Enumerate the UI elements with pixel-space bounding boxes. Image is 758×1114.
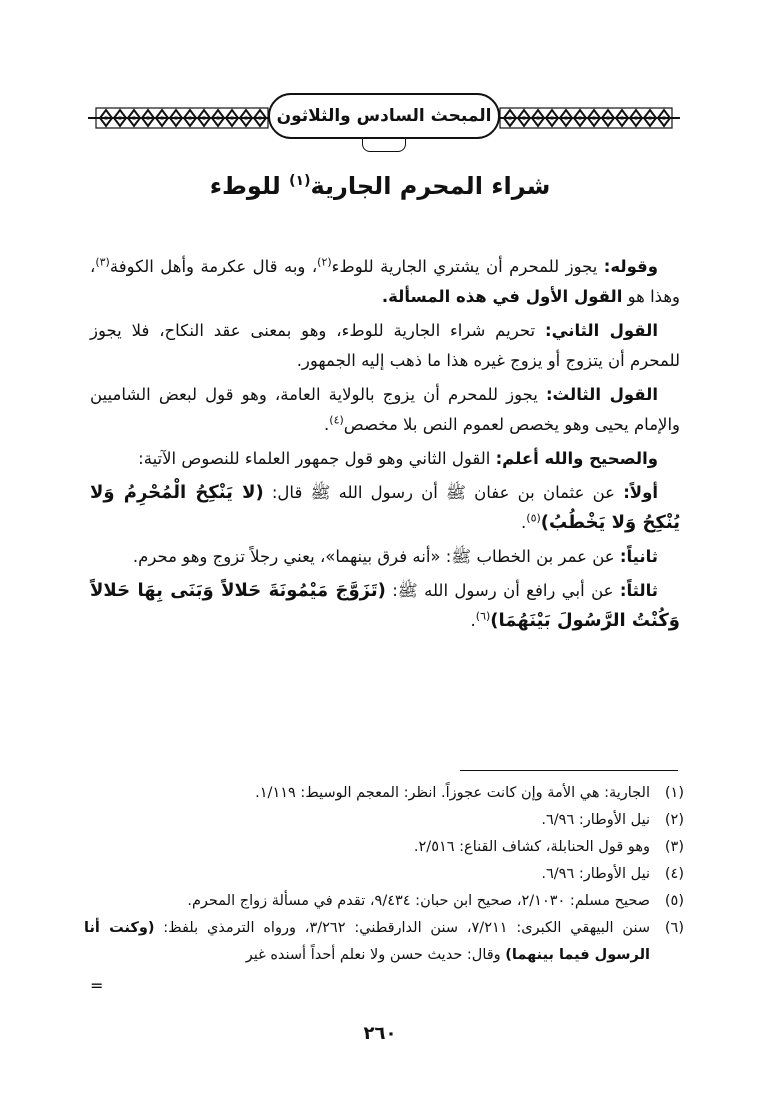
footnote: (٤) نيل الأوطار: ٦/٩٦.: [541, 866, 684, 882]
hadith-text: (لا يَنْكِحُ الْمُحْرِمُ وَلا يُنْكِحُ وَلا يَخْطُبُ): [90, 482, 680, 533]
footnote-ref: (٤): [329, 413, 344, 427]
paragraph: أولاً: عن عثمان بن عفان ﷺ أن رسول الله ﷺ قال: (لا يَنْكِحُ الْمُحْرِمُ وَلا يُنْكِحُ وَلا يَخْطُبُ)$^{(٥)}$.: [90, 482, 680, 533]
paragraph: القول الثالث: يجوز للمحرم أن يزوج بالولاية العامة، وهو قول لبعض الشاميين والإمام يحيى وهو يخصص لعموم النص بلا مخصص$^{(٤)}$.: [90, 385, 680, 434]
footnotes: [84, 780, 684, 969]
footnote: (٢) نيل الأوطار: ٦/٩٦.: [541, 812, 684, 828]
footnote-continuation-mark: =: [90, 976, 104, 995]
footnote: (١) الجارية: هي الأمة وإن كانت عجوزاً. انظر: المعجم الوسيط: ١/١١٩.: [255, 785, 684, 801]
paragraph: القول الثاني: تحريم شراء الجارية للوطء، وهو بمعنى عقد النكاح، فلا يجوز للمحرم أن يتزوج أو يزوج غيره هذا ما ذهب إليه الجمهور.: [90, 321, 680, 370]
paragraph: وقوله: يجوز للمحرم أن يشتري الجارية للوطء$^{(٢)}$، وبه قال عكرمة وأهل الكوفة$^{(٣)}$، وهذا هو القول الأول في هذه المسألة.: [90, 255, 680, 306]
footnote-ref: (٥): [526, 511, 541, 525]
footnote-ref: (٦): [475, 609, 491, 623]
hadith-text: (تَزَوَّجَ مَيْمُونَةَ حَلالاً وَبَنَى بِهَا حَلالاً وَكُنْتُ الرَّسُولَ بَيْنَهُمَا): [90, 580, 680, 631]
header-tab-ornament: [362, 139, 406, 152]
footnote: (٣) وهو قول الحنابلة، كشاف القناع: ٢/٥١٦.: [413, 839, 684, 855]
chapter-title: المبحث السادس والثلاثون: [268, 93, 500, 139]
body-text: [90, 252, 680, 640]
paragraph: والصحيح والله أعلم: القول الثاني وهو قول جمهور العلماء للنصوص الآتية:: [138, 449, 658, 468]
paragraph: ثالثاً: عن أبي رافع أن رسول الله ﷺ: (تَزَوَّجَ مَيْمُونَةَ حَلالاً وَبَنَى بِهَا حَلالاً وَكُنْتُ الرَّسُولَ بَيْنَهُمَا)$^{(٦)}$.: [90, 580, 680, 631]
footnote: (٥) صحيح مسلم: ٢/١٠٣٠، صحيح ابن حبان: ٩/٤٣٤، تقدم في مسألة زواج المحرم.: [187, 893, 684, 909]
page-number: ٢٦٠: [363, 1023, 397, 1044]
paragraph: ثانياً: عن عمر بن الخطاب ﷺ: «أنه فرق بينهما»، يعني رجلاً تزوج وهو محرم.: [132, 547, 658, 566]
footnote-ref: (٣): [95, 255, 110, 269]
footnote-separator: [460, 770, 678, 771]
footnote-ref: (١): [289, 173, 311, 189]
footnote-ref: (٢): [317, 255, 332, 269]
section-title: شراء المحرم الجارية$^{(١)}$ للوطء: [209, 172, 551, 200]
footnote: (٦) سنن البيهقي الكبرى: ٧/٢١١، سنن الدارقطني: ٣/٢٦٢، ورواه الترمذي بلفظ: (وكنت أنا الرسول فيما بينهما) وقال: حديث حسن ولا نعلم أحداً أسنده غير: [84, 920, 684, 963]
